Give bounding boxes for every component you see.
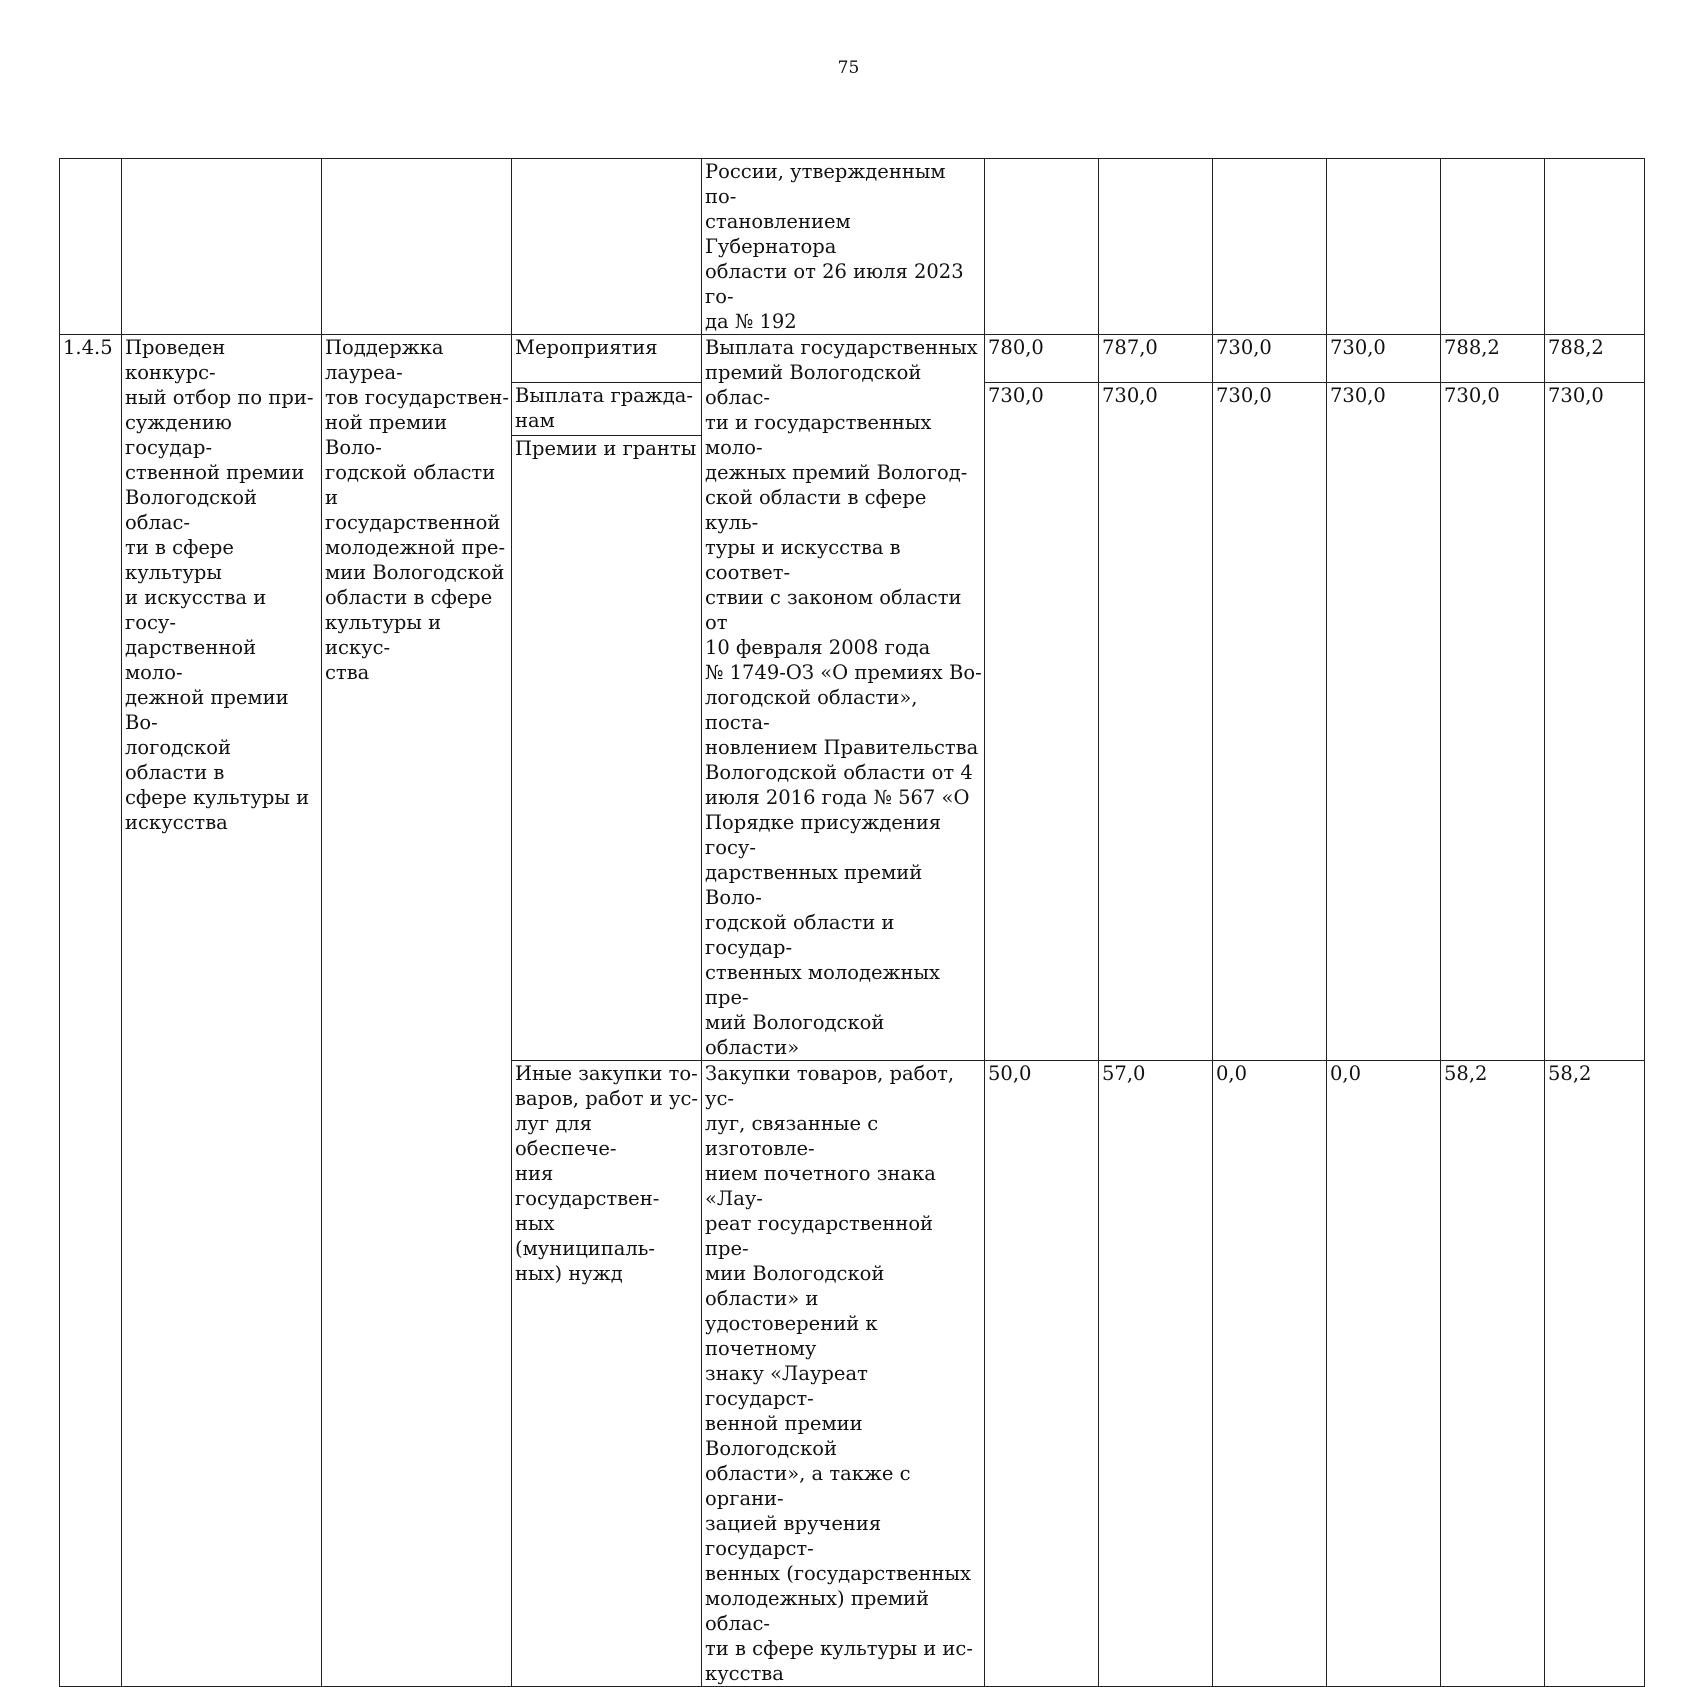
value-cell: 730,0 — [1327, 383, 1441, 1061]
value-cell: 730,0 — [1545, 383, 1645, 1061]
table-cell — [1327, 159, 1441, 335]
value-cell: 57,0 — [1099, 1061, 1213, 1687]
table-cell — [1213, 159, 1327, 335]
table-cell — [60, 159, 122, 335]
page-number: 75 — [837, 58, 860, 78]
value-cell: 58,2 — [1441, 1061, 1545, 1687]
subtype-label: Премии и гранты — [515, 437, 697, 461]
value-cell: 730,0 — [1099, 383, 1213, 1061]
value-cell: 788,2 — [1441, 335, 1545, 383]
table-row-event — [60, 335, 1645, 383]
value-cell: 730,0 — [985, 383, 1099, 1061]
table-cell — [1545, 159, 1645, 335]
table-cell — [512, 159, 702, 335]
type-cell — [512, 383, 702, 1061]
value-cell: 780,0 — [985, 335, 1099, 383]
budget-table — [59, 158, 1645, 1687]
measure-cell: Поддержка лауреа- тов государствен- ной премии Воло- годской области и государственной молодежной пре- мии Вологодской области в сфере культуры и искус- ства — [322, 335, 512, 1687]
value-cell: 730,0 — [1213, 335, 1327, 383]
value-cell: 58,2 — [1545, 1061, 1645, 1687]
value-cell: 788,2 — [1545, 335, 1645, 383]
table-cell — [985, 159, 1099, 335]
table-cell — [122, 159, 322, 335]
value-cell: 730,0 — [1441, 383, 1545, 1061]
value-cell: 730,0 — [1213, 383, 1327, 1061]
type-cell: Иные закупки то- варов, работ и ус- луг для обеспече- ния государствен- ных (муниципаль- ных) нужд — [512, 1061, 702, 1687]
table-row-continuation — [60, 159, 1645, 335]
type-label: Выплата гражда- нам — [512, 383, 701, 436]
result-cell: Проведен конкурс- ный отбор по при- суждению государ- ственной премии Вологодской облас- ти в сфере культуры и искусства и госу- дарственной моло- дежной премии Во- логодской области в сфере культуры и искусства — [122, 335, 322, 1687]
item-code: 1.4.5 — [60, 335, 122, 1687]
table-cell — [1099, 159, 1213, 335]
value-cell: 50,0 — [985, 1061, 1099, 1687]
value-cell: 787,0 — [1099, 335, 1213, 383]
table-cell — [322, 159, 512, 335]
basis-cell: Закупки товаров, работ, ус- луг, связанные с изготовле- нием почетного знака «Лау- реат государственной пре- мии Вологодской области» и удостоверений к почетному знаку «Лауреат государст- венной премии Вологодской области», а также с органи- зацией вручения государст- венных (государственных молодежных) премий облас- ти в сфере культуры и ис- кусства — [702, 1061, 985, 1687]
table-cell — [1441, 159, 1545, 335]
value-cell: 730,0 — [1327, 335, 1441, 383]
type-cell: Мероприятия — [512, 335, 702, 383]
value-cell: 0,0 — [1327, 1061, 1441, 1687]
basis-cell: Выплата государственных премий Вологодской облас- ти и государственных моло- дежных премий Вологод- ской области в сфере куль- туры и искусства в соответ- ствии с законом области от 10 февраля 2008 года № 1749-ОЗ «О премиях Во- логодской области», поста- новлением Правительства Вологодской области от 4 июля 2016 года № 567 «О Порядке присуждения госу- дарственных премий Воло- годской области и государ- ственных молодежных пре- мий Вологодской области» — [702, 335, 985, 1061]
value-cell: 0,0 — [1213, 1061, 1327, 1687]
basis-cell: России, утвержденным по- становлением Губернатора области от 26 июля 2023 го- да № 192 — [702, 159, 985, 335]
